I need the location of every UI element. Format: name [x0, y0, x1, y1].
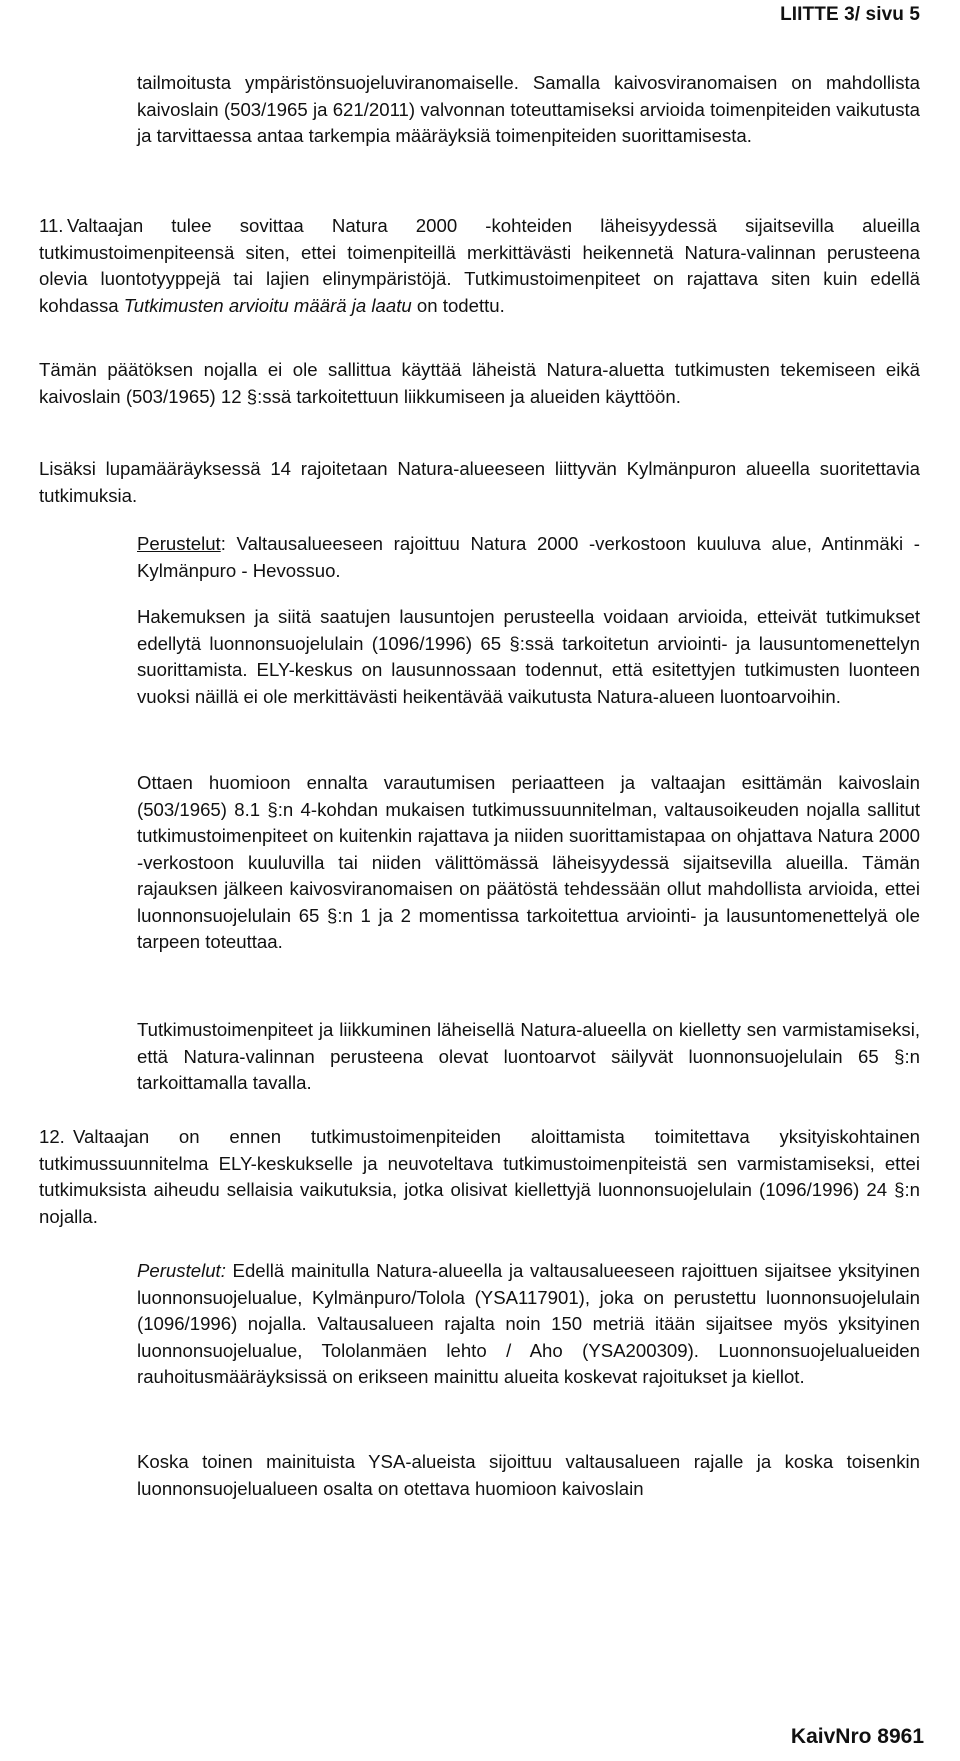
page-footer: KaivNro 8961: [790, 1725, 924, 1748]
paragraph-natura-prohibition: [39, 357, 920, 410]
paragraph-application-assessment: [137, 604, 920, 710]
paragraph-text: Hakemuksen ja siitä saatujen lausuntojen perusteella voidaan arvioida, etteivät tutkimukset edellytä luonnonsuojelulain (1096/1996) 65 §:ssä tarkoitetun arviointi- ja lausuntomenettelyn suorittamista. ELY-keskus on lausunnossaan todennut, että esitettyjen tutkimusten luonteen vuoksi näillä ei ole merkittävästi heikentävää vaikutusta Natura-alueen luontoarvoihin.: [137, 606, 920, 707]
paragraph-text: tailmoitusta ympäristönsuojeluviranomaiselle. Samalla kaivosviranomaisen on mahdollista kaivoslain (503/1965 ja 621/2011) valvonnan toteuttamiseksi arvioida toimenpiteiden vaikutusta ja tarvittaessa antaa tarkempia määräyksiä toimenpiteiden suorittamisesta.: [137, 72, 920, 146]
paragraph-text: Tämän päätöksen nojalla ei ole sallittua käyttää läheistä Natura-aluetta tutkimusten tekemiseen eikä kaivoslain (503/1965) 12 §:ssä tarkoitettuun liikkumiseen ja alueiden käyttöön.: [39, 359, 920, 407]
item-11-text-part1: Valtaajan tulee sovittaa Natura 2000 -kohteiden läheisyydessä sijaitsevilla alueilla tutkimustoimenpiteensä siten, ettei toimenpiteillä merkittävästi heikennetä Natura-valinnan perusteena olevia luontotyyppejä tai lajien elinympäristöjä. Tutkimustoimenpiteet on rajattava siten kuin edellä kohdassa: [39, 215, 920, 316]
item-11-text: [39, 213, 920, 319]
item-12-text: [39, 1124, 920, 1230]
page-header: LIITTE 3/ sivu 5: [780, 4, 920, 25]
paragraph-text: Tutkimustoimenpiteet ja liikkuminen läheisellä Natura-alueella on kielletty sen varmistamiseksi, että Natura-valinnan perusteena olevat luontoarvot säilyvät luonnonsuojelulain 65 §:n tarkoittamalla tavalla.: [137, 1019, 920, 1093]
paragraph-text: Lisäksi lupamääräyksessä 14 rajoitetaan Natura-alueeseen liittyvän Kylmänpuron alueella suoritettavia tutkimuksia.: [39, 458, 920, 506]
paragraph-text: Koska toinen mainituista YSA-alueista sijoittuu valtausalueen rajalle ja koska toisenkin luonnonsuojelualueen osalta on otettava huomioon kaivoslain: [137, 1451, 920, 1499]
paragraph-precaution-principle: [137, 770, 920, 956]
perustelut-label: Perustelut: [137, 533, 221, 554]
item-11-text-part2: on todettu.: [411, 294, 505, 316]
perustelut-label: Perustelut:: [137, 1260, 226, 1281]
paragraph-prohibition-reason: [137, 1017, 920, 1097]
paragraph-text: Valtaajan on ennen tutkimustoimenpiteiden aloittamista toimitettava yksityiskohtainen tutkimussuunnitelma ELY-keskukselle ja neuvoteltava tutkimustoimenpiteistä sen varmistamiseksi, ettei tutkimuksista aiheudu sellaisia vaikutuksia, jotka olisivat kiellettyjä luonnonsuojelulain (1096/1996) 24 §:n nojalla.: [39, 1126, 920, 1227]
paragraph-perustelut-1: [137, 531, 920, 584]
item-number-11: 11.: [39, 215, 64, 236]
item-11-italic-reference: Tutkimusten arvioitu määrä ja laatu: [123, 294, 412, 316]
item-number-12: 12.: [39, 1126, 65, 1147]
paragraph-text: Ottaen huomioon ennalta varautumisen periaatteen ja valtaajan esittämän kaivoslain (503/1965) 8.1 §:n 4-kohdan mukaisen tutkimussuunnitelman, valtausoikeuden nojalla sallitut tutkimustoimenpiteet on kuitenkin rajattava ja niiden suorittamistapaa on ohjattava Natura 2000 -verkostoon kuuluvilla tai niiden välittömässä läheisyydessä sijaitsevilla alueilla. Tämän rajauksen jälkeen kaivosviranomaisen on päätöstä tehdessään ollut mahdollista arvioida, ettei luonnonsuojelulain 65 §:n 1 ja 2 momentissa tarkoitettua arviointi- ja lausuntomenettelyä ole tarpeen toteuttaa.: [137, 772, 920, 952]
paragraph-ysa-areas: [137, 1449, 920, 1502]
paragraph-perustelut-2: [137, 1258, 920, 1391]
paragraph-text: : Valtausalueeseen rajoittuu Natura 2000 -verkostoon kuuluva alue, Antinmäki - Kylmänpuro - Hevossuo.: [137, 533, 920, 581]
paragraph-text: Edellä mainitulla Natura-alueella ja valtausalueeseen rajoittuen sijaitsee yksityinen luonnonsuojelualue, Kylmänpuro/Tolola (YSA117901), joka on perustettu luonnonsuojelulain (1096/1996) nojalla. Valtausalueen rajalta noin 150 metriä itään sijaitsee myös yksityinen luonnonsuojelualue, Tololanmäen lehto / Aho (YSA200309). Luonnonsuojelualueiden rauhoitusmääräyksissä on erikseen mainittu alueita koskevat rajoitukset ja kiellot.: [137, 1260, 920, 1387]
paragraph-continuation: [137, 70, 920, 150]
paragraph-additional-restriction: [39, 456, 920, 509]
